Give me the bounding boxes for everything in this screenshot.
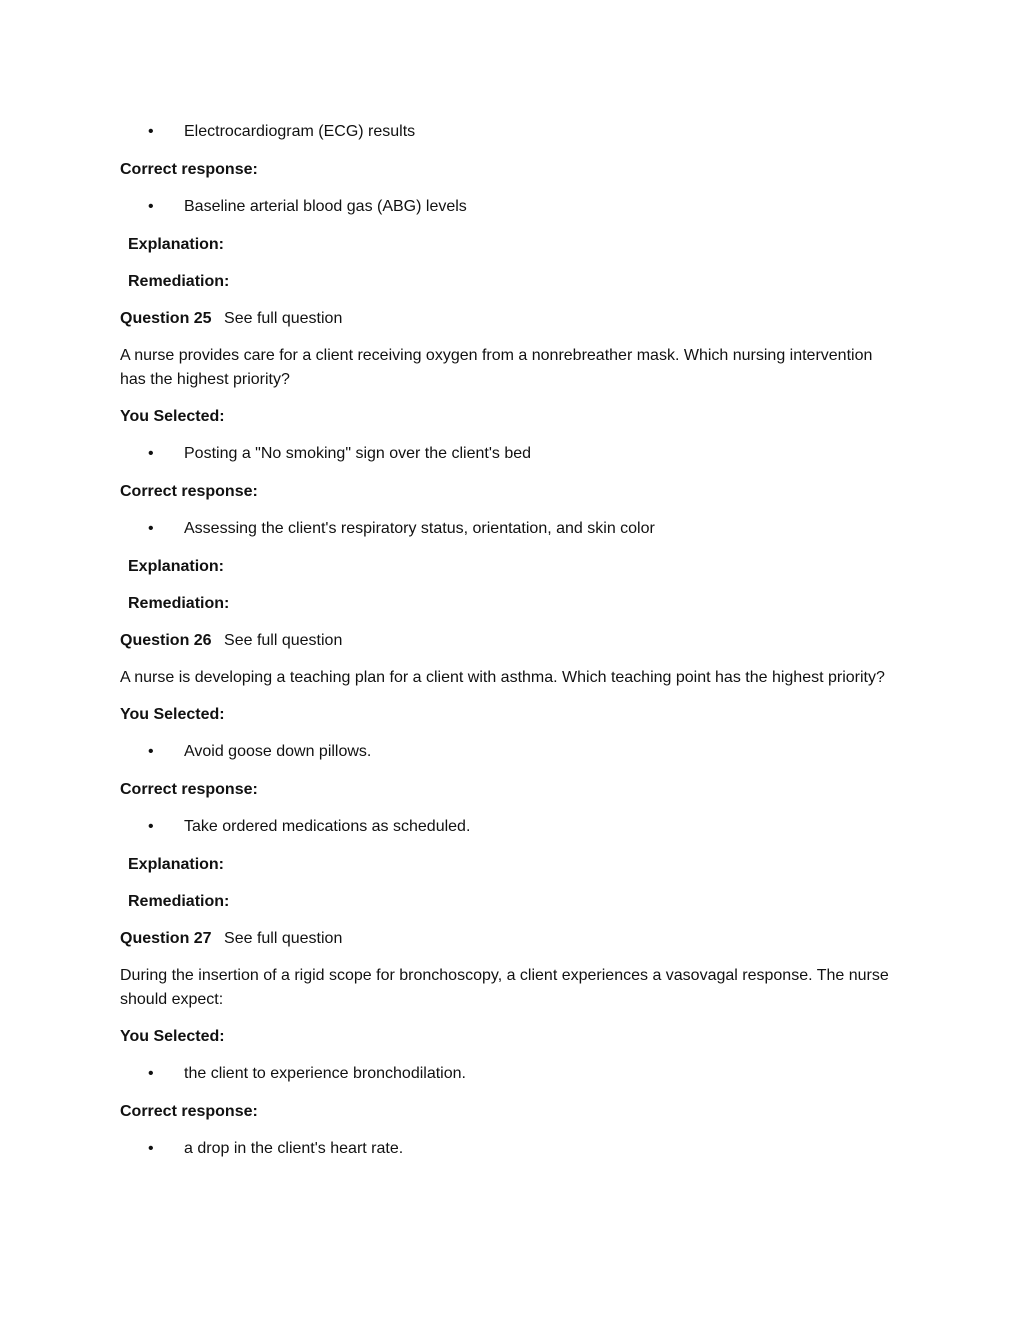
bullet: • [148,520,154,537]
you-selected-label: You Selected: [120,706,225,723]
bullet: • [148,818,154,835]
option-text: Electrocardiogram (ECG) results [184,123,416,140]
bullet: • [148,743,154,760]
question-text: A nurse is developing a teaching plan for a client with asthma. Which teaching point has the highest priority? [120,669,885,686]
bullet: • [148,1065,154,1082]
selected-option [120,1062,900,1086]
question-number: Question 25 [120,310,212,327]
question-header [120,927,900,951]
you-selected-label: You Selected: [120,1028,225,1045]
correct-option [120,815,900,839]
option-text: a drop in the client's heart rate. [184,1140,404,1157]
question-header [120,629,900,653]
remediation-label: Remediation: [128,273,230,290]
bullet: • [148,1140,154,1157]
document-content [120,120,900,1175]
bullet: • [148,198,154,215]
question-text: A nurse provides care for a client receiving oxygen from a nonrebreather mask. Which nursing intervention has the highest priority? [120,347,873,388]
you-selected-label: You Selected: [120,408,225,425]
question-number: Question 27 [120,930,212,947]
correct-response-label: Correct response: [120,483,258,500]
option-text: Avoid goose down pillows. [184,743,372,760]
selected-option [120,120,900,144]
remediation-label: Remediation: [128,595,230,612]
remediation-label: Remediation: [128,893,230,910]
option-text: Assessing the client's respiratory status, orientation, and skin color [184,520,655,537]
correct-response-label: Correct response: [120,781,258,798]
correct-option [120,195,900,219]
correct-option [120,1137,900,1161]
question-number: Question 26 [120,632,212,649]
option-text: Baseline arterial blood gas (ABG) levels [184,198,467,215]
selected-option [120,442,900,466]
explanation-label: Explanation: [128,236,225,253]
correct-option [120,517,900,541]
explanation-label: Explanation: [128,856,225,873]
see-full-question-link[interactable]: See full question [224,632,343,649]
bullet: • [148,123,154,140]
see-full-question-link[interactable]: See full question [224,930,343,947]
see-full-question-link[interactable]: See full question [224,310,343,327]
explanation-label: Explanation: [128,558,225,575]
option-text: the client to experience bronchodilation. [184,1065,466,1082]
selected-option [120,740,900,764]
correct-response-label: Correct response: [120,161,258,178]
option-text: Take ordered medications as scheduled. [184,818,471,835]
option-text: Posting a "No smoking" sign over the client's bed [184,445,532,462]
correct-response-label: Correct response: [120,1103,258,1120]
bullet: • [148,445,154,462]
question-text: During the insertion of a rigid scope for bronchoscopy, a client experiences a vasovagal response. The nurse should expect: [120,967,889,1008]
question-header [120,307,900,331]
